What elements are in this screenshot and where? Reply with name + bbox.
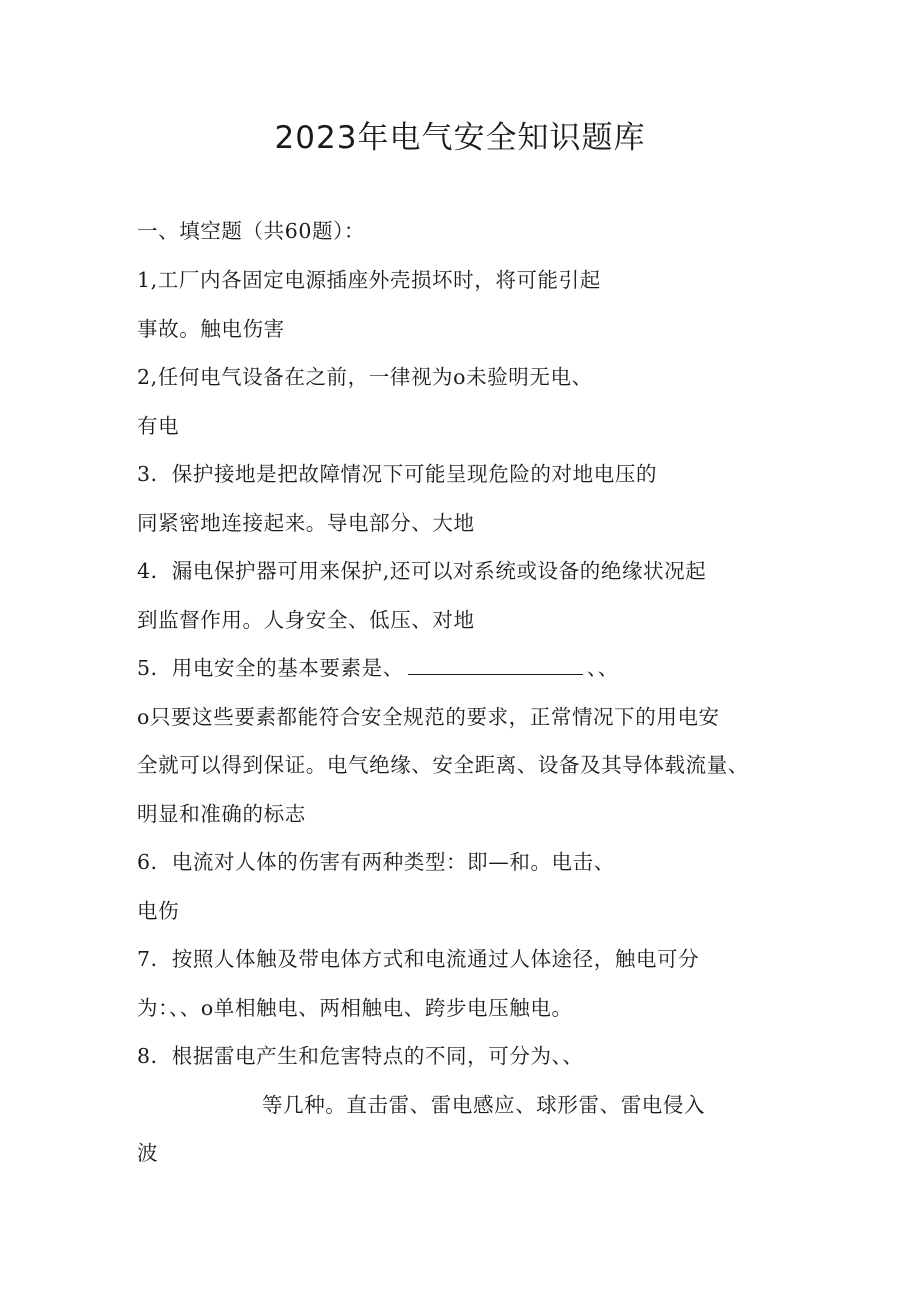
section-heading: 一、填空题（共60题）： [137, 219, 366, 243]
question-2-line-2: 有电 [137, 414, 180, 438]
question-8-line-2: 等几种。直击雷、雷电感应、球形雷、雷电侵入 [262, 1093, 706, 1117]
document-title: 2023年电气安全知识题库 [274, 120, 646, 156]
question-8-line-1: 8．根据雷电产生和危害特点的不同，可分为、、 [137, 1044, 584, 1068]
question-1-line-1: 1,工厂内各固定电源插座外壳损坏时，将可能引起 [137, 268, 601, 292]
question-6-line-1: 6．电流对人体的伤害有两种类型：即—和。电击、 [137, 850, 615, 874]
question-3-line-2: 同紧密地连接起来。导电部分、大地 [137, 511, 475, 535]
answer-blank [408, 656, 583, 675]
question-8-line-3: 波 [137, 1141, 159, 1165]
question-7-line-2: 为：、、o单相触电、两相触电、跨步电压触电。 [137, 996, 573, 1020]
question-1-line-2: 事故。触电伤害 [137, 317, 285, 341]
question-7-line-1: 7．按照人体触及带电体方式和电流通过人体途径，触电可分 [137, 947, 700, 971]
question-3-line-1: 3．保护接地是把故障情况下可能呈现危险的对地电压的 [137, 462, 658, 486]
question-5-text-tail: 、、 [586, 656, 619, 680]
question-2-line-1: 2,任何电气设备在之前，一律视为o未验明无电、 [137, 365, 593, 389]
question-4-line-2: 到监督作用。人身安全、低压、对地 [137, 608, 475, 632]
question-5-text: 5．用电安全的基本要素是、 [137, 656, 404, 680]
question-6-line-2: 电伤 [137, 899, 180, 923]
question-5-line-1 [137, 653, 619, 683]
question-5-line-3: 全就可以得到保证。电气绝缘、安全距离、设备及其导体载流量、 [137, 753, 749, 777]
question-5-line-4: 明显和准确的标志 [137, 802, 306, 826]
question-4-line-1: 4．漏电保护器可用来保护,还可以对系统或设备的绝缘状况起 [137, 559, 707, 583]
question-5-line-2: o只要这些要素都能符合安全规范的要求，正常情况下的用电安 [137, 705, 720, 729]
